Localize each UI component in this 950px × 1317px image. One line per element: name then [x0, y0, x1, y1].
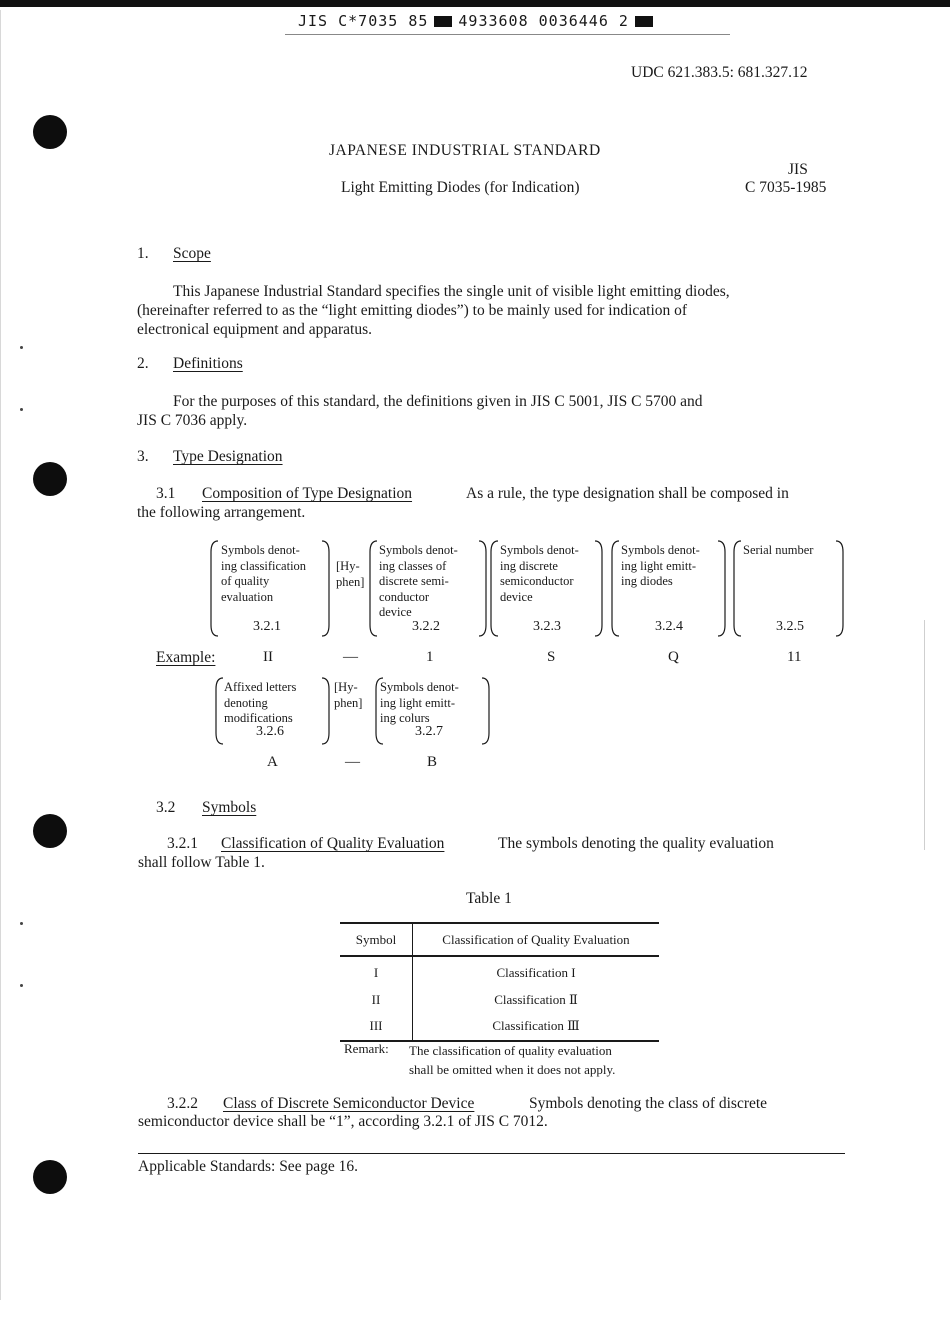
example-value: II: [263, 649, 273, 665]
cell-line: of quality: [221, 574, 270, 588]
bracket-open: [216, 678, 223, 744]
cell-line: semiconductor: [500, 574, 574, 588]
table-row: [340, 956, 659, 987]
table-row: [340, 1013, 659, 1041]
bracket-close: [479, 541, 486, 636]
document-title: Light Emitting Diodes (for Indication): [341, 179, 580, 196]
designation-cell-discrete: [500, 543, 579, 605]
footer-note: Applicable Standards: See page 16.: [138, 1158, 358, 1175]
clause-ref: 3.2.2: [412, 619, 440, 634]
table-1: [340, 922, 659, 1042]
cell-line: ing colurs: [380, 711, 430, 725]
cell-line: denoting: [224, 695, 268, 710]
cell-line: Symbols denot-: [621, 543, 700, 557]
cell-line: Serial number: [743, 543, 814, 557]
bracket-open: [211, 541, 218, 636]
binder-hole: [33, 814, 67, 848]
cell-line: [Hy-: [334, 680, 358, 694]
cell-line: ing light emitt-: [621, 558, 696, 573]
composition-text: As a rule, the type designation shall be composed in: [466, 485, 789, 502]
remark-line: The classification of quality evaluation: [409, 1043, 612, 1058]
cell-line: ing diodes: [621, 574, 673, 588]
standard-org: JAPANESE INDUSTRIAL STANDARD: [329, 142, 601, 159]
clause-ref: 3.2.5: [776, 619, 804, 634]
clause-ref: 3.2.7: [415, 724, 443, 739]
cell-line: Symbols denot-: [380, 680, 459, 694]
cell-line: device: [500, 589, 533, 604]
bracket-open: [612, 541, 619, 636]
quality-text: The symbols denoting the quality evaluation: [498, 835, 774, 852]
cell-line: ing light emitt-: [380, 695, 455, 710]
remark-label: Remark:: [344, 1041, 389, 1056]
binder-hole: [33, 1160, 67, 1194]
designation-cell-serial: [743, 543, 813, 559]
speck: [20, 922, 23, 925]
bracket-close: [595, 541, 602, 636]
designation-cell-quality: [221, 543, 306, 605]
example-value: 11: [787, 649, 802, 665]
example-value: B: [427, 754, 438, 770]
column-header: Symbol: [340, 923, 413, 956]
table-header-row: [340, 923, 659, 956]
cell-line: discrete semi-: [379, 574, 449, 588]
subsection-heading-symbols: Symbols: [202, 799, 257, 816]
header-code-right: 4933608 0036446 2: [458, 12, 629, 30]
jis-label: JIS: [788, 161, 808, 178]
example-value: Q: [668, 649, 679, 665]
example-label: Example:: [156, 649, 216, 666]
bracket-close: [836, 541, 843, 636]
column-header: Classification of Quality Evaluation: [413, 923, 660, 956]
cell-line: Symbols denot-: [500, 543, 579, 557]
bracket-close: [718, 541, 725, 636]
speck: [20, 984, 23, 987]
text-line: JIS C 7036 apply.: [137, 412, 248, 429]
cell-line: phen]: [334, 695, 363, 710]
table-cell: III: [340, 1013, 413, 1041]
section-heading-definitions: Definitions: [173, 355, 243, 372]
designation-cell-led: [621, 543, 700, 590]
bracket-open: [491, 541, 498, 636]
cell-line: evaluation: [221, 589, 274, 604]
clause-ref: 3.2.1: [253, 619, 281, 634]
table-cell: II: [340, 987, 413, 1014]
clause-ref: 3.2.3: [533, 619, 561, 634]
jis-number: C 7035-1985: [745, 179, 827, 196]
designation-cell-modifications: [224, 680, 296, 727]
udc-code: UDC 621.383.5: 681.327.12: [631, 64, 808, 81]
cell-line: ing classes of: [379, 558, 447, 573]
subsection-heading-composition: Composition of Type Designation: [202, 485, 413, 502]
section-number: 2.: [137, 355, 149, 372]
table-row: [340, 987, 659, 1014]
footer-rule: [138, 1153, 845, 1154]
designation-cell-classes: [379, 543, 458, 621]
cell-line: Symbols denot-: [221, 543, 300, 557]
subsection-number: 3.1: [156, 485, 176, 502]
example-value: —: [343, 649, 358, 665]
bracket-close: [482, 678, 489, 744]
section-heading-scope: Scope: [173, 245, 211, 262]
designation-cell-hyphen: [336, 559, 364, 590]
clause-ref: 3.2.6: [256, 724, 284, 739]
table-cell: I: [340, 956, 413, 987]
bracket-close: [322, 541, 329, 636]
section-heading-type-designation: Type Designation: [173, 448, 283, 465]
subsection-number: 3.2.2: [167, 1095, 198, 1112]
cell-line: Affixed letters: [224, 680, 297, 694]
table-cell: Classification Ⅲ: [413, 1013, 660, 1041]
quality-text-cont: shall follow Table 1.: [138, 854, 265, 871]
clause-ref: 3.2.4: [655, 619, 683, 634]
subsection-heading-discrete-class: Class of Discrete Semiconductor Device: [223, 1095, 475, 1112]
cell-line: device: [379, 605, 412, 619]
cell-line: modifications: [224, 711, 293, 725]
cell-line: ing classification: [221, 558, 307, 573]
bracket-close: [322, 678, 329, 744]
remark-line: shall be omitted when it does not apply.: [409, 1062, 616, 1077]
subsection-number: 3.2: [156, 799, 176, 816]
subsection-number: 3.2.1: [167, 835, 198, 852]
cell-line: ing discrete: [500, 558, 558, 573]
text-line: This Japanese Industrial Standard specifies the single unit of visible light emitting diodes,: [173, 283, 730, 300]
discrete-class-text-cont: semiconductor device shall be “1”, according 3.2.1 of JIS C 7012.: [138, 1113, 548, 1130]
table-cell: Classification I: [496, 965, 576, 981]
text-line: (hereinafter referred to as the “light emitting diodes”) to be mainly used for indication of: [137, 302, 688, 319]
example-value: —: [345, 754, 360, 770]
subsection-heading-quality: Classification of Quality Evaluation: [221, 835, 445, 852]
table-cell: Classification Ⅱ: [494, 991, 578, 1007]
cell-line: conductor: [379, 589, 429, 604]
discrete-class-text: Symbols denoting the class of discrete: [529, 1095, 768, 1112]
bracket-open: [734, 541, 741, 636]
composition-text-cont: the following arrangement.: [137, 504, 306, 521]
designation-cell-hyphen: [334, 680, 362, 711]
text-line: For the purposes of this standard, the definitions given in JIS C 5001, JIS C 5700 and: [173, 393, 703, 410]
table-caption: Table 1: [466, 890, 512, 907]
section-number: 3.: [137, 448, 149, 465]
example-value: 1: [426, 649, 434, 665]
bracket-open: [370, 541, 377, 636]
text-line: electronical equipment and apparatus.: [137, 321, 372, 338]
remark-text: [409, 1041, 615, 1079]
example-value: S: [547, 649, 556, 665]
cell-line: phen]: [336, 574, 365, 589]
header-code-left: JIS C*7035 85: [298, 12, 429, 30]
designation-cell-colours: [380, 680, 459, 727]
cell-line: [Hy-: [336, 559, 360, 573]
example-value: A: [267, 754, 278, 770]
cell-line: Symbols denot-: [379, 543, 458, 557]
section-number: 1.: [137, 245, 149, 262]
